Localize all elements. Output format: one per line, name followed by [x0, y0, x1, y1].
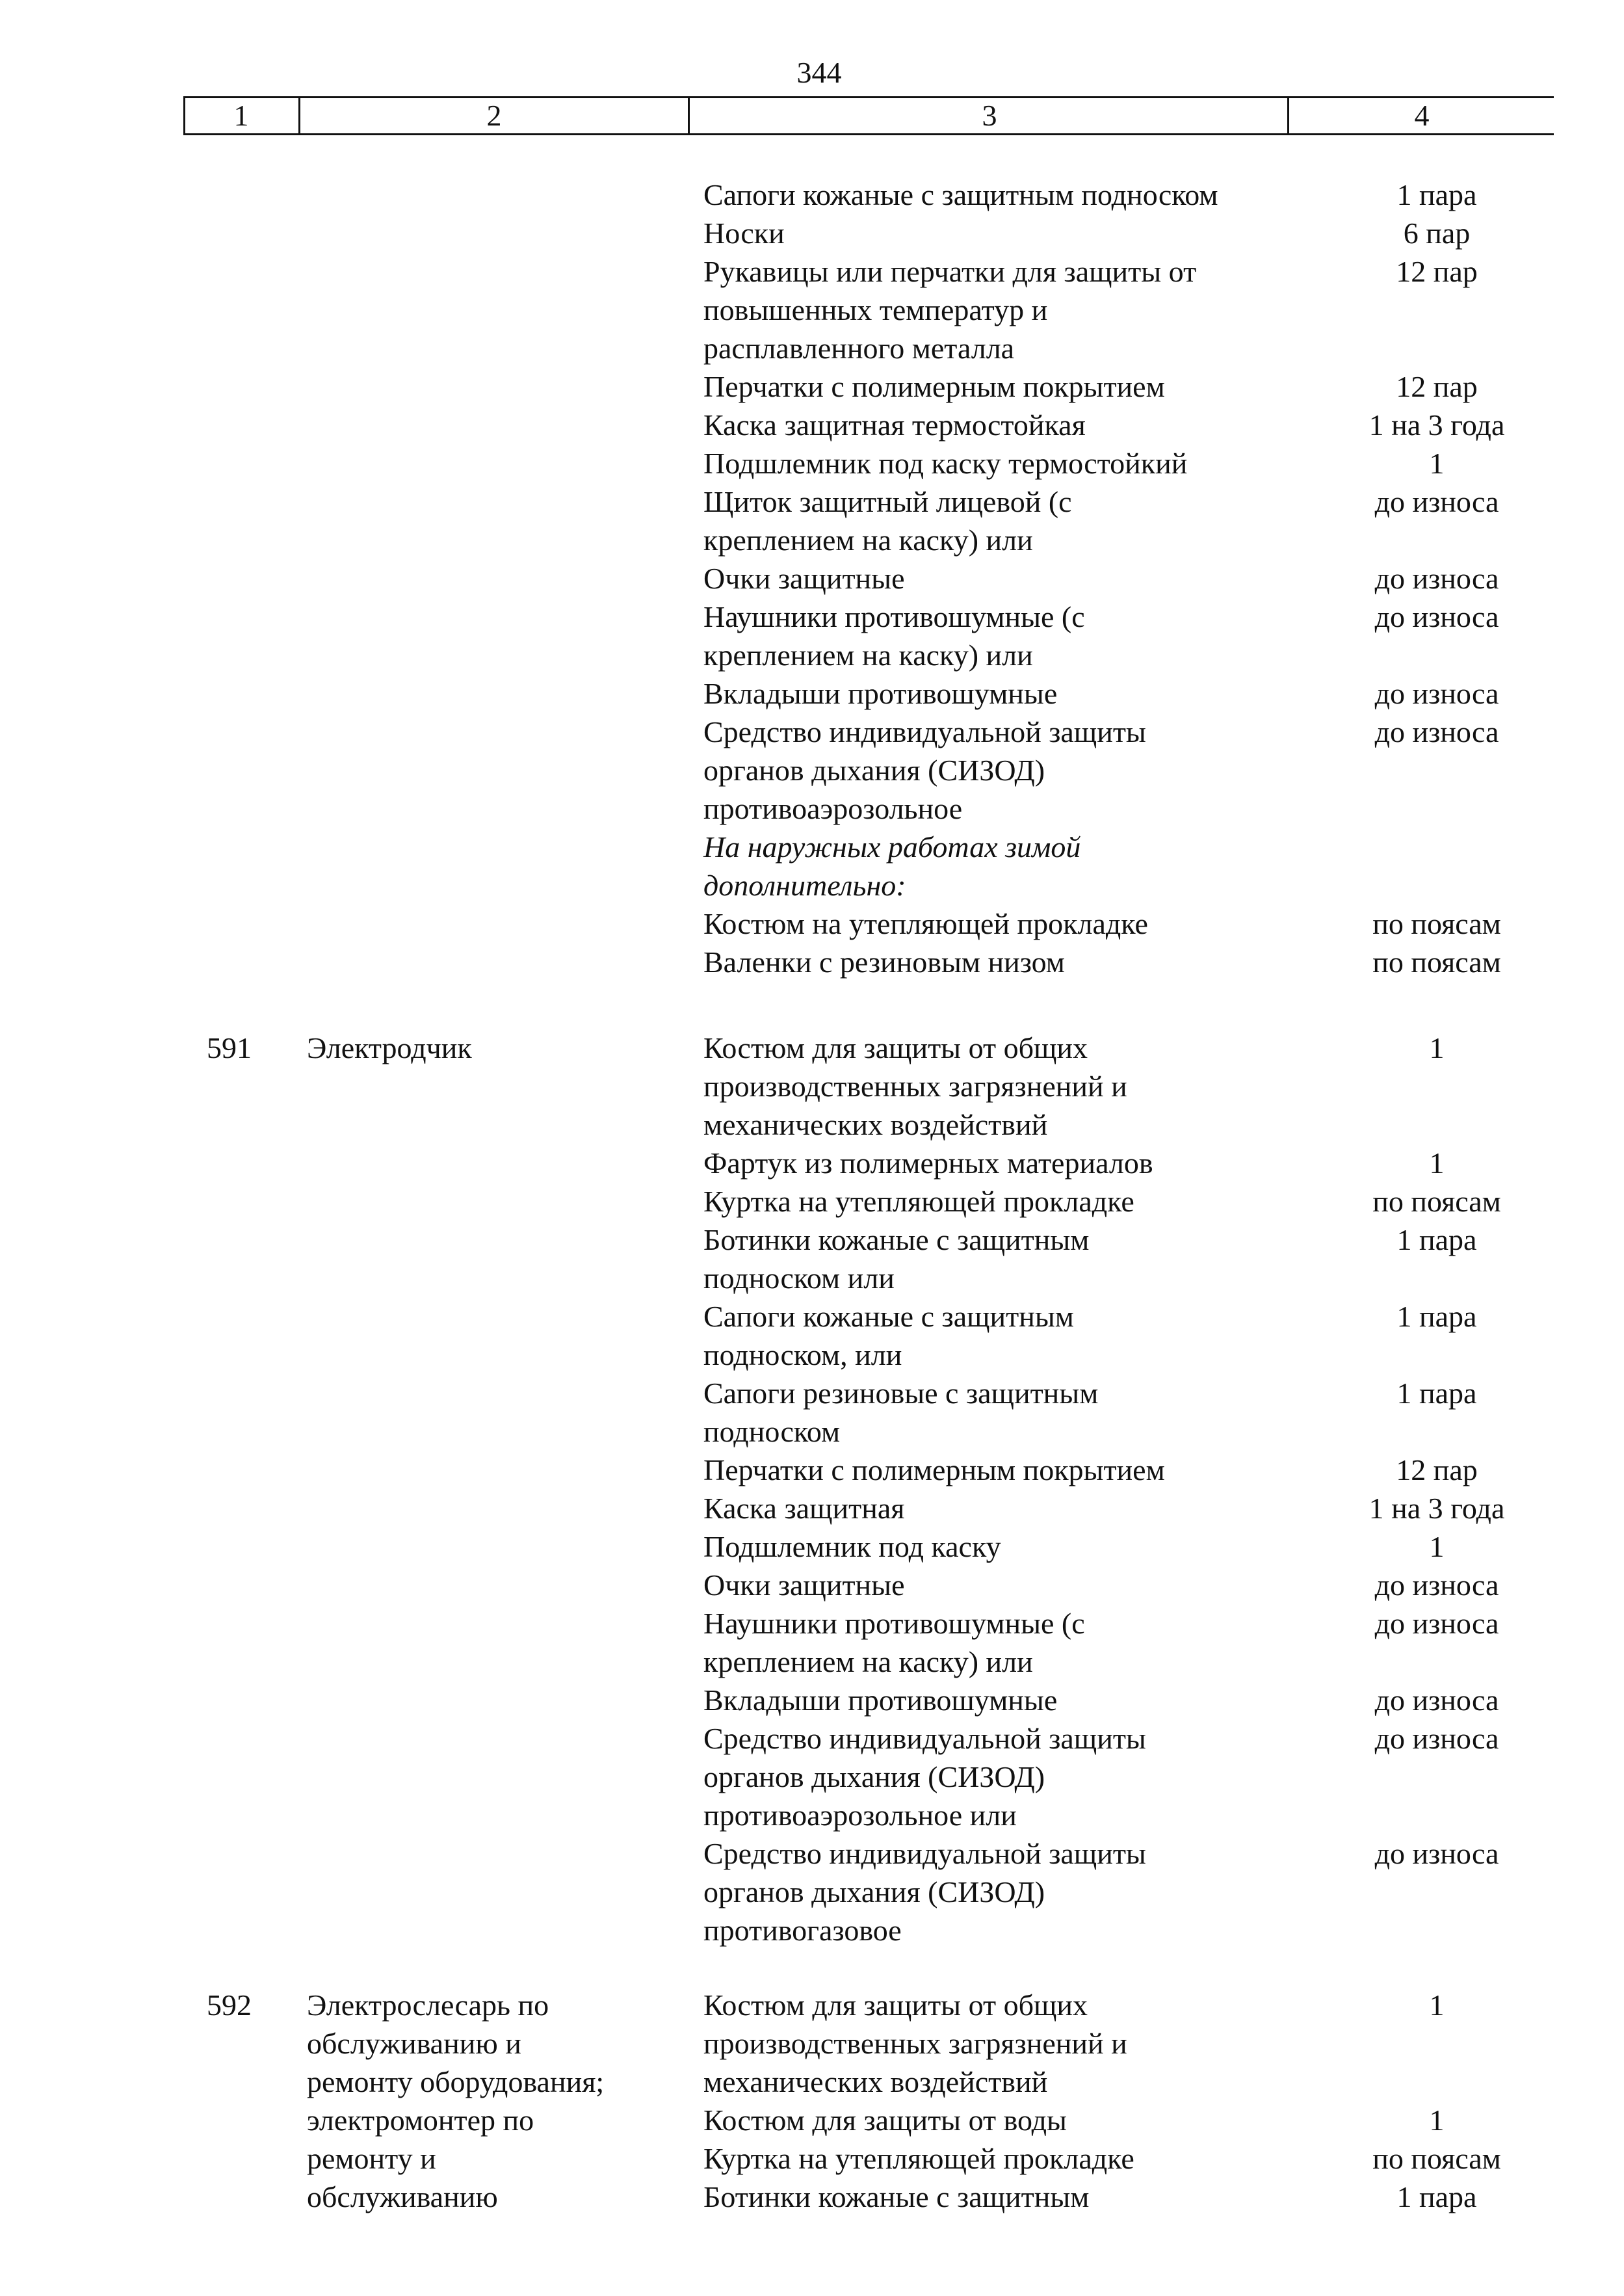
item-quantity: до износа	[1374, 1722, 1499, 1755]
item-quantity: до износа	[1374, 677, 1499, 710]
item-line: производственных загрязнений и	[703, 1070, 1127, 1103]
item-line: дополнительно:	[703, 869, 906, 902]
item-line: На наружных работах зимой	[703, 830, 1081, 864]
item-line: Куртка на утепляющей прокладке	[703, 2142, 1134, 2175]
item-line: Вкладыши противошумные	[703, 677, 1058, 710]
item-line: органов дыхания (СИЗОД)	[703, 1875, 1045, 1908]
item-line: Фартук из полимерных материалов	[703, 1146, 1153, 1180]
profession-line: Электрослесарь по	[307, 1988, 549, 2022]
item-line: Очки защитные	[703, 1568, 905, 1602]
item-line: Щиток защитный лицевой (с	[703, 485, 1072, 518]
item-quantity: 1 пара	[1396, 178, 1477, 211]
item-quantity: 12 пар	[1396, 255, 1478, 288]
item-quantity: 1 пара	[1396, 1223, 1477, 1256]
item-line: Каска защитная	[703, 1492, 905, 1525]
item-line: механических воздействий	[703, 2065, 1048, 2098]
item-line: Каска защитная термостойкая	[703, 408, 1086, 442]
item-line: Перчатки с полимерным покрытием	[703, 1453, 1165, 1486]
profession-line: обслуживанию	[307, 2180, 498, 2213]
item-quantity: 12 пар	[1396, 1453, 1478, 1486]
table-header	[183, 96, 1554, 135]
item-quantity: 12 пар	[1396, 370, 1478, 403]
item-line: Наушники противошумные (с	[703, 600, 1085, 633]
page-number: 344	[796, 56, 842, 89]
item-line: органов дыхания (СИЗОД)	[703, 754, 1045, 787]
header-divider	[688, 96, 690, 135]
item-line: Костюм для защиты от общих	[703, 1031, 1088, 1064]
item-line: подноском	[703, 1415, 841, 1448]
item-line: Куртка на утепляющей прокладке	[703, 1185, 1134, 1218]
item-line: креплением на каску) или	[703, 523, 1033, 557]
item-quantity: 1	[1429, 1988, 1445, 2022]
item-quantity: 1 на 3 года	[1369, 1492, 1505, 1525]
profession-line: ремонту и	[307, 2142, 436, 2175]
item-quantity: по поясам	[1372, 907, 1501, 940]
header-col-3: 3	[982, 99, 997, 132]
header-col-4: 4	[1414, 99, 1430, 132]
item-quantity: по поясам	[1372, 945, 1501, 979]
item-line: Ботинки кожаные с защитным	[703, 1223, 1090, 1256]
item-quantity: 1	[1429, 447, 1445, 480]
item-line: Подшлемник под каску термостойкий	[703, 447, 1188, 480]
profession-line: обслуживанию и	[307, 2027, 521, 2060]
entry-number: 592	[207, 1988, 252, 2022]
item-quantity: 1 пара	[1396, 2180, 1477, 2213]
item-line: Средство индивидуальной защиты	[703, 1837, 1146, 1870]
item-quantity: 1 на 3 года	[1369, 408, 1505, 442]
item-line: механических воздействий	[703, 1108, 1048, 1141]
header-col-1: 1	[233, 99, 249, 132]
item-quantity: 1	[1429, 1146, 1445, 1180]
item-quantity: 6 пар	[1403, 217, 1471, 250]
item-line: Носки	[703, 217, 785, 250]
item-quantity: до износа	[1374, 1568, 1499, 1602]
item-line: расплавленного металла	[703, 332, 1015, 365]
item-line: Средство индивидуальной защиты	[703, 715, 1146, 748]
item-quantity: по поясам	[1372, 2142, 1501, 2175]
item-quantity: 1	[1429, 1031, 1445, 1064]
item-quantity: до износа	[1374, 1683, 1499, 1717]
item-quantity: до износа	[1374, 485, 1499, 518]
item-line: Сапоги кожаные с защитным	[703, 1300, 1074, 1333]
item-line: производственных загрязнений и	[703, 2027, 1127, 2060]
item-line: Средство индивидуальной защиты	[703, 1722, 1146, 1755]
item-line: Наушники противошумные (с	[703, 1607, 1085, 1640]
item-line: Сапоги кожаные с защитным подноском	[703, 178, 1218, 211]
item-line: противогазовое	[703, 1914, 902, 1947]
item-line: противоаэрозольное	[703, 792, 963, 825]
item-line: Костюм для защиты от общих	[703, 1988, 1088, 2022]
item-quantity: 1	[1429, 2104, 1445, 2137]
profession-line: Электродчик	[307, 1031, 472, 1064]
item-quantity: до износа	[1374, 600, 1499, 633]
item-line: подноском или	[703, 1261, 895, 1295]
item-line: противоаэрозольное или	[703, 1799, 1017, 1832]
item-line: Сапоги резиновые с защитным	[703, 1377, 1099, 1410]
header-divider	[183, 96, 185, 135]
item-line: Рукавицы или перчатки для защиты от	[703, 255, 1197, 288]
item-line: Вкладыши противошумные	[703, 1683, 1058, 1717]
item-line: Ботинки кожаные с защитным	[703, 2180, 1090, 2213]
item-quantity: до износа	[1374, 715, 1499, 748]
item-line: органов дыхания (СИЗОД)	[703, 1760, 1045, 1793]
item-quantity: 1 пара	[1396, 1377, 1477, 1410]
item-line: Очки защитные	[703, 562, 905, 595]
header-divider	[1287, 96, 1289, 135]
item-line: повышенных температур и	[703, 293, 1048, 326]
item-line: Валенки с резиновым низом	[703, 945, 1065, 979]
profession-line: электромонтер по	[307, 2104, 534, 2137]
item-line: Костюм на утепляющей прокладке	[703, 907, 1148, 940]
item-quantity: 1 пара	[1396, 1300, 1477, 1333]
item-line: подноском, или	[703, 1338, 902, 1371]
item-quantity: по поясам	[1372, 1185, 1501, 1218]
item-quantity: до износа	[1374, 1837, 1499, 1870]
item-line: Подшлемник под каску	[703, 1530, 1001, 1563]
item-line: Костюм для защиты от воды	[703, 2104, 1067, 2137]
item-line: Перчатки с полимерным покрытием	[703, 370, 1165, 403]
item-quantity: 1	[1429, 1530, 1445, 1563]
item-line: креплением на каску) или	[703, 1645, 1033, 1678]
item-line: креплением на каску) или	[703, 639, 1033, 672]
item-quantity: до износа	[1374, 562, 1499, 595]
header-divider	[298, 96, 300, 135]
header-col-2: 2	[486, 99, 502, 132]
profession-line: ремонту оборудования;	[307, 2065, 605, 2098]
entry-number: 591	[207, 1031, 252, 1064]
item-quantity: до износа	[1374, 1607, 1499, 1640]
